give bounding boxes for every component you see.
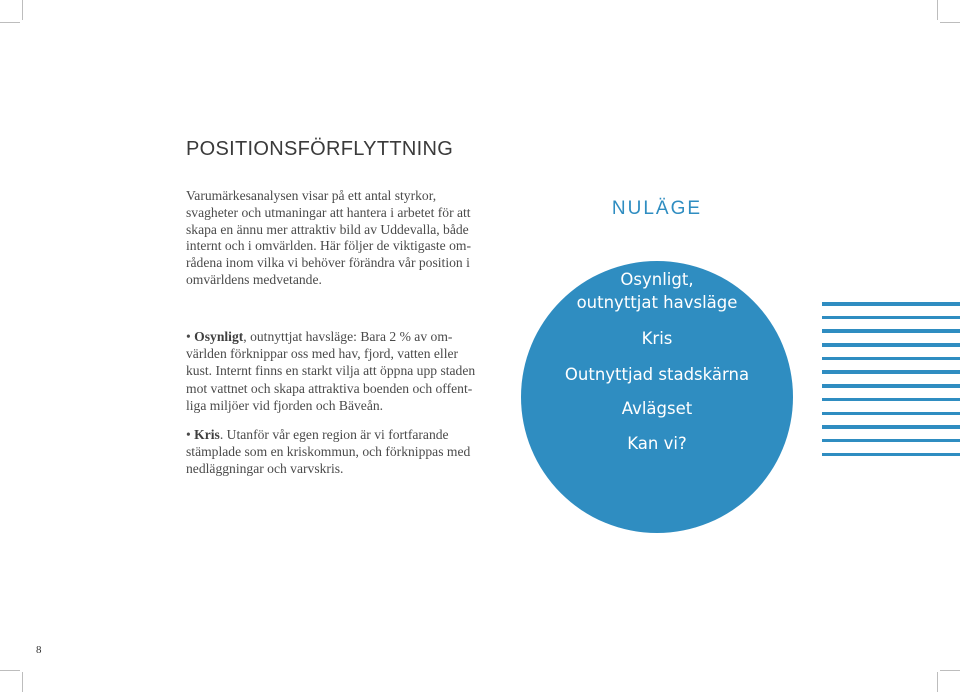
stripe	[822, 453, 960, 457]
stripe	[822, 439, 960, 443]
bullet-first-line	[186, 328, 486, 345]
crop-mark	[940, 670, 960, 671]
crop-mark	[937, 0, 938, 20]
bullet-dot: •	[186, 329, 195, 344]
intro-line: rådena inom vilka vi behöver förändra vår position i	[186, 255, 470, 271]
bullet-line: nedläggningar och varvskris.	[186, 461, 344, 477]
bullet-term: Kris	[194, 427, 220, 443]
intro-line: omvärldens medvetande.	[186, 271, 322, 287]
circle-item: Outnyttjad stadskärna	[564, 365, 750, 384]
circle-item: Osynligt,	[620, 270, 694, 289]
bullet-line: liga miljöer vid fjorden och Bäveån.	[186, 397, 384, 413]
intro-line: internt och i omvärlden. Här följer de viktigaste om-	[186, 238, 472, 254]
intro-line: Varumärkesanalysen visar på ett antal styrkor,	[186, 188, 437, 203]
stripe	[822, 357, 960, 361]
bullet-text: , outnyttjat havsläge: Bara 2 % av om-	[243, 329, 453, 344]
stripe	[822, 302, 960, 306]
diagram-heading: NULÄGE	[611, 198, 703, 219]
intro-line: svagheter och utmaningar att hantera i arbetet för att	[186, 204, 471, 220]
bullet-line: mot vattnet och skapa attraktiva boenden och offent-	[186, 380, 473, 396]
crop-mark	[22, 672, 23, 692]
stripe	[822, 343, 960, 347]
stripe	[822, 329, 960, 333]
stripe	[822, 316, 960, 320]
crop-mark	[937, 672, 938, 692]
stripe	[822, 384, 960, 388]
stripe	[822, 425, 960, 429]
bullet-line: kust. Internt finns en starkt vilja att öppna upp staden	[186, 363, 476, 379]
decorative-stripes	[822, 302, 960, 466]
crop-mark	[0, 22, 20, 23]
stripe	[822, 398, 960, 402]
bullet-line: stämplade som en kriskommun, och förknippas med	[186, 444, 471, 460]
circle-item: Kris	[641, 329, 673, 348]
circle-item: Avlägset	[621, 399, 693, 418]
bullet-first-line	[186, 426, 486, 443]
crop-mark	[22, 0, 23, 20]
page-number: 8	[36, 644, 42, 656]
circle-item: Kan vi?	[627, 434, 687, 453]
crop-mark	[940, 22, 960, 23]
stripe	[822, 370, 960, 374]
bullet-term: Osynligt	[194, 329, 244, 344]
bullet-list	[186, 328, 486, 490]
stripe	[822, 412, 960, 416]
intro-line: skapa en ännu mer attraktiv bild av Uddevalla, både	[186, 221, 469, 237]
bullet-item-kris	[186, 426, 486, 478]
circle-item: outnyttjat havsläge	[576, 293, 738, 312]
bullet-line: världen förknippar oss med hav, fjord, vatten eller	[186, 346, 459, 362]
intro-paragraph	[186, 188, 476, 289]
page-title: POSITIONSFÖRFLYTTNING	[186, 138, 454, 160]
crop-mark	[0, 670, 20, 671]
bullet-item-osynligt	[186, 328, 486, 414]
bullet-dot: •	[186, 427, 195, 443]
bullet-text: . Utanför vår egen region är vi fortfarande	[219, 427, 449, 443]
